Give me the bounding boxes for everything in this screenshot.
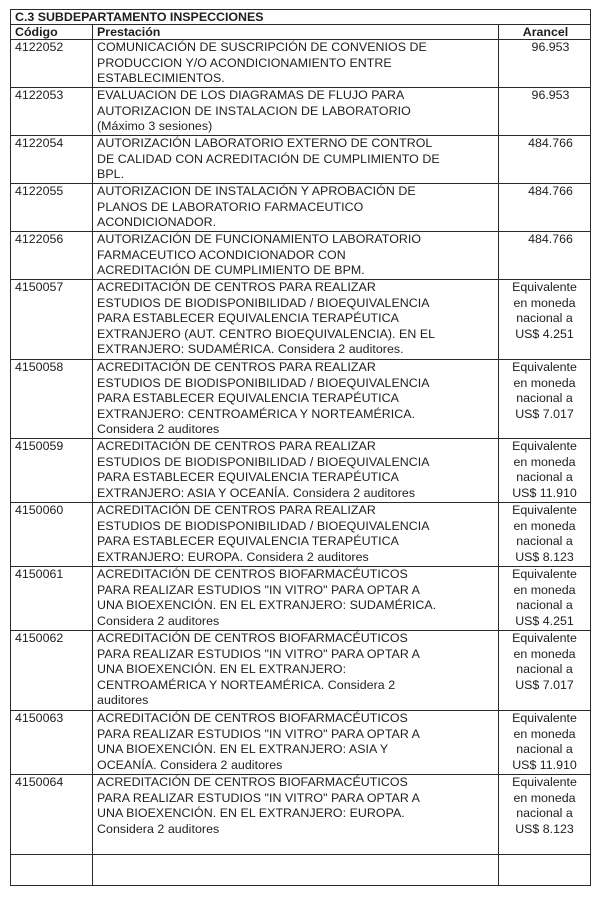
table-row: [11, 502, 591, 566]
description-line: ACREDITACIÓN DE CENTROS BIOFARMACÉUTICOS: [97, 710, 408, 725]
fee-line: en moneda: [513, 726, 576, 741]
document-page: [10, 9, 590, 886]
empty-trailing-row: [11, 854, 591, 885]
description-line: ACREDITACIÓN DE CENTROS PARA REALIZAR: [97, 280, 376, 294]
row-code: 4150060: [11, 502, 93, 566]
table-row: [11, 40, 591, 88]
description-line: PARA REALIZAR ESTUDIOS "IN VITRO" PARA OPTAR A: [97, 646, 420, 661]
empty-cell: [11, 854, 93, 885]
description-line: PARA REALIZAR ESTUDIOS "IN VITRO" PARA OPTAR A: [97, 790, 420, 805]
description-line: PARA REALIZAR ESTUDIOS "IN VITRO" PARA OPTAR A: [97, 726, 420, 741]
fee-line: nacional a: [516, 470, 573, 485]
description-line: EXTRANJERO (AUT. CENTRO BIOEQUIVALENCIA). EN EL: [97, 326, 436, 341]
description-line: ACREDITACIÓN DE CUMPLIMIENTO DE BPM.: [97, 263, 365, 278]
table-row: [11, 566, 591, 630]
row-fee: [499, 40, 591, 88]
fee-line: Equivalente: [512, 502, 577, 517]
row-fee: [499, 774, 591, 854]
fee-line: en moneda: [513, 582, 576, 597]
fee-line: 96.953: [531, 40, 570, 54]
row-description: [93, 232, 499, 280]
description-line: ACREDITACIÓN DE CENTROS PARA REALIZAR: [97, 502, 376, 517]
row-description: [93, 40, 499, 88]
description-line: FARMACEUTICO ACONDICIONADOR CON: [97, 247, 346, 262]
table-row: [11, 280, 591, 360]
description-line: ACREDITACIÓN DE CENTROS PARA REALIZAR: [97, 438, 376, 453]
fee-line: US$ 7.017: [515, 677, 574, 692]
fee-line: en moneda: [513, 375, 576, 390]
row-code: 4150061: [11, 566, 93, 630]
row-description: [93, 502, 499, 566]
fee-line: nacional a: [516, 391, 573, 406]
fee-line: Equivalente: [512, 630, 577, 645]
table-row: [11, 360, 591, 439]
fee-line: en moneda: [513, 295, 576, 310]
row-code: 4122054: [11, 136, 93, 184]
column-header-row: [11, 25, 591, 40]
description-line: (Máximo 3 sesiones): [97, 119, 213, 134]
table-row: [11, 184, 591, 232]
description-line: AUTORIZACIÓN DE FUNCIONAMIENTO LABORATORIO: [97, 232, 422, 246]
row-fee: [499, 232, 591, 280]
description-line: COMUNICACIÓN DE SUSCRIPCIÓN DE CONVENIOS DE: [97, 40, 427, 54]
fee-line: 484.766: [528, 184, 573, 198]
column-header-code: Código: [11, 25, 93, 40]
row-code: 4150062: [11, 630, 93, 710]
table-row: [11, 630, 591, 710]
fee-line: nacional a: [516, 806, 573, 821]
description-line: ACREDITACIÓN DE CENTROS BIOFARMACÉUTICOS: [97, 566, 408, 581]
row-code: 4150063: [11, 710, 93, 774]
description-line: UNA BIOEXENCIÓN. EN EL EXTRANJERO: EUROPA.: [97, 806, 405, 821]
description-line: BPL.: [97, 167, 125, 182]
row-code: 4150064: [11, 774, 93, 854]
fee-line: 484.766: [528, 232, 573, 246]
description-line: ESTUDIOS DE BIODISPONIBILIDAD / BIOEQUIVALENCIA: [97, 375, 430, 390]
description-line: ESTUDIOS DE BIODISPONIBILIDAD / BIOEQUIVALENCIA: [97, 295, 430, 310]
row-description: [93, 438, 499, 502]
description-line: ACREDITACIÓN DE CENTROS BIOFARMACÉUTICOS: [97, 630, 408, 645]
empty-cell: [93, 854, 499, 885]
row-fee: [499, 88, 591, 136]
table-row: [11, 774, 591, 854]
description-line: PARA ESTABLECER EQUIVALENCIA TERAPÉUTICA: [97, 470, 399, 485]
description-line: EXTRANJERO: CENTROAMÉRICA Y NORTEAMÉRICA.: [97, 406, 416, 421]
description-line: PARA REALIZAR ESTUDIOS "IN VITRO" PARA OPTAR A: [97, 582, 420, 597]
column-header-fee: Arancel: [499, 25, 591, 40]
description-line: UNA BIOEXENCIÓN. EN EL EXTRANJERO: ASIA Y: [97, 742, 389, 757]
row-description: [93, 566, 499, 630]
row-code: 4122055: [11, 184, 93, 232]
row-code: 4122052: [11, 40, 93, 88]
description-line: DE CALIDAD CON ACREDITACIÓN DE CUMPLIMIENTO DE: [97, 151, 440, 166]
description-line: UNA BIOEXENCIÓN. EN EL EXTRANJERO:: [97, 662, 347, 677]
row-description: [93, 280, 499, 360]
fee-line: US$ 4.251: [515, 613, 574, 628]
description-line: ESTABLECIMIENTOS.: [97, 71, 225, 86]
row-code: 4122056: [11, 232, 93, 280]
empty-cell: [499, 854, 591, 885]
description-line: ESTUDIOS DE BIODISPONIBILIDAD / BIOEQUIVALENCIA: [97, 518, 430, 533]
fee-line: US$ 11.910: [512, 485, 577, 500]
fee-line: Equivalente: [512, 710, 577, 725]
description-line: EVALUACION DE LOS DIAGRAMAS DE FLUJO PARA: [97, 88, 405, 102]
fee-line: 484.766: [528, 136, 573, 150]
row-description: [93, 774, 499, 854]
fee-line: Equivalente: [512, 360, 577, 374]
row-fee: [499, 710, 591, 774]
description-line: ACREDITACIÓN DE CENTROS BIOFARMACÉUTICOS: [97, 774, 408, 789]
fee-line: US$ 8.123: [515, 549, 574, 564]
description-line: AUTORIZACION DE INSTALACION DE LABORATORIO: [97, 103, 411, 118]
fee-line: en moneda: [513, 454, 576, 469]
description-line: PRODUCCION Y/O ACONDICIONAMIENTO ENTRE: [97, 55, 392, 70]
fee-line: Equivalente: [512, 566, 577, 581]
table-row: [11, 88, 591, 136]
fee-line: US$ 11.910: [512, 757, 577, 772]
description-line: EXTRANJERO: SUDAMÉRICA. Considera 2 auditores.: [97, 342, 404, 357]
fee-line: en moneda: [513, 790, 576, 805]
row-fee: [499, 136, 591, 184]
row-fee: [499, 502, 591, 566]
description-line: PARA ESTABLECER EQUIVALENCIA TERAPÉUTICA: [97, 311, 399, 326]
description-line: ACREDITACIÓN DE CENTROS PARA REALIZAR: [97, 360, 376, 374]
description-line: OCEANÍA. Considera 2 auditores: [97, 757, 283, 772]
description-line: EXTRANJERO: EUROPA. Considera 2 auditores: [97, 549, 369, 564]
fee-line: nacional a: [516, 534, 573, 549]
row-description: [93, 88, 499, 136]
description-line: ESTUDIOS DE BIODISPONIBILIDAD / BIOEQUIVALENCIA: [97, 454, 430, 469]
row-fee: [499, 184, 591, 232]
row-description: [93, 184, 499, 232]
description-line: AUTORIZACION DE INSTALACIÓN Y APROBACIÓN DE: [97, 184, 416, 198]
description-line: AUTORIZACIÓN LABORATORIO EXTERNO DE CONTROL: [97, 136, 433, 150]
fee-line: 96.953: [531, 88, 570, 102]
description-line: ACONDICIONADOR.: [97, 215, 217, 230]
row-fee: [499, 360, 591, 439]
table-row: [11, 232, 591, 280]
fee-line: nacional a: [516, 742, 573, 757]
row-code: 4150059: [11, 438, 93, 502]
fee-line: US$ 4.251: [515, 326, 574, 341]
table-row: [11, 136, 591, 184]
fee-table: [10, 9, 591, 886]
fee-line: Equivalente: [512, 438, 577, 453]
description-line: PARA ESTABLECER EQUIVALENCIA TERAPÉUTICA: [97, 391, 399, 406]
fee-line: nacional a: [516, 662, 573, 677]
description-line: PARA ESTABLECER EQUIVALENCIA TERAPÉUTICA: [97, 534, 399, 549]
description-line: CENTROAMÉRICA Y NORTEAMÉRICA. Considera 2: [97, 677, 396, 692]
row-code: 4150057: [11, 280, 93, 360]
fee-line: US$ 7.017: [515, 406, 574, 421]
row-fee: [499, 280, 591, 360]
fee-line: nacional a: [516, 311, 573, 326]
table-row: [11, 710, 591, 774]
table-row: [11, 438, 591, 502]
row-fee: [499, 566, 591, 630]
fee-line: Equivalente: [512, 280, 577, 294]
row-fee: [499, 630, 591, 710]
row-code: 4122053: [11, 88, 93, 136]
row-description: [93, 710, 499, 774]
row-code: 4150058: [11, 360, 93, 439]
fee-line: Equivalente: [512, 774, 577, 789]
fee-line: US$ 8.123: [515, 821, 574, 836]
section-header-row: [11, 10, 591, 25]
fee-line: en moneda: [513, 518, 576, 533]
description-line: PLANOS DE LABORATORIO FARMACEUTICO: [97, 199, 364, 214]
row-fee: [499, 438, 591, 502]
column-header-service: Prestación: [93, 25, 499, 40]
fee-line: en moneda: [513, 646, 576, 661]
row-description: [93, 630, 499, 710]
description-line: Considera 2 auditores: [97, 613, 220, 628]
description-line: auditores: [97, 693, 149, 708]
section-title: C.3 SUBDEPARTAMENTO INSPECCIONES: [11, 10, 591, 25]
description-line: EXTRANJERO: ASIA Y OCEANÍA. Considera 2 auditores: [97, 485, 416, 500]
description-line: Considera 2 auditores: [97, 821, 220, 836]
fee-line: nacional a: [516, 598, 573, 613]
row-description: [93, 360, 499, 439]
description-line: Considera 2 auditores: [97, 422, 220, 437]
description-line: UNA BIOEXENCIÓN. EN EL EXTRANJERO: SUDAMÉRICA.: [97, 598, 437, 613]
row-description: [93, 136, 499, 184]
